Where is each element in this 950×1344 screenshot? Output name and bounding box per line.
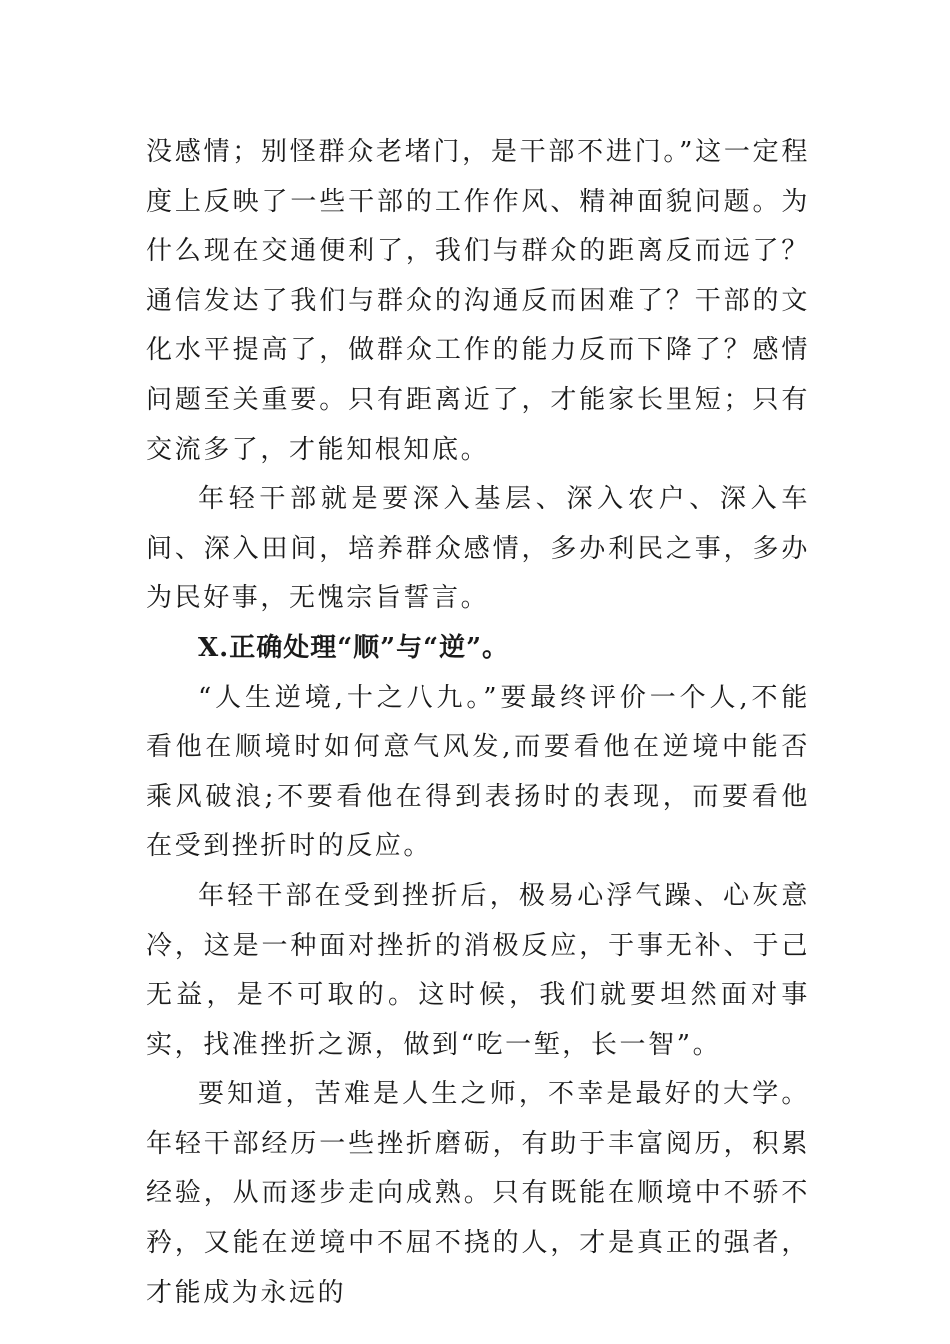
- paragraph-continuation: 没感情；别怪群众老堵门，是干部不进门。”这一定程度上反映了一些干部的工作作风、精神面貌问题。为什么现在交通便利了，我们与群众的距离反而远了？通信发达了我们与群众的沟通反而困难了？干部的文化水平提高了，做群众工作的能力反而下降了？感情问题至关重要。只有距离近了，才能家长里短；只有交流多了，才能知根知底。: [146, 137, 810, 465]
- paragraph-setback-reaction: 年轻干部在受到挫折后，极易心浮气躁、心灰意冷，这是一种面对挫折的消极反应，于事无补、于己无益，是不可取的。这时候，我们就要坦然面对事实，找准挫折之源，做到“吃一堑，长一智”。: [146, 880, 810, 1060]
- section-heading: X.正确处理“顺”与“逆”。: [198, 632, 510, 663]
- paragraph-grassroots: 年轻干部就是要深入基层、深入农户、深入车间、深入田间，培养群众感情，多办利民之事，多办为民好事，无愧宗旨誓言。: [146, 484, 810, 614]
- document-body: [146, 128, 810, 1318]
- paragraph-hardship-teacher: 要知道，苦难是人生之师，不幸是最好的大学。年轻干部经历一些挫折磨砺，有助于丰富阅历，积累经验，从而逐步走向成熟。只有既能在顺境中不骄不矜，又能在逆境中不屈不挠的人，才是真正的强者，才能成为永远的: [146, 1079, 810, 1308]
- paragraph-adversity-quote: “人生逆境,十之八九。”要最终评价一个人,不能看他在顺境时如何意气风发,而要看他在逆境中能否乘风破浪;不要看他在得到表扬时的表现，而要看他在受到挫折时的反应。: [146, 682, 810, 862]
